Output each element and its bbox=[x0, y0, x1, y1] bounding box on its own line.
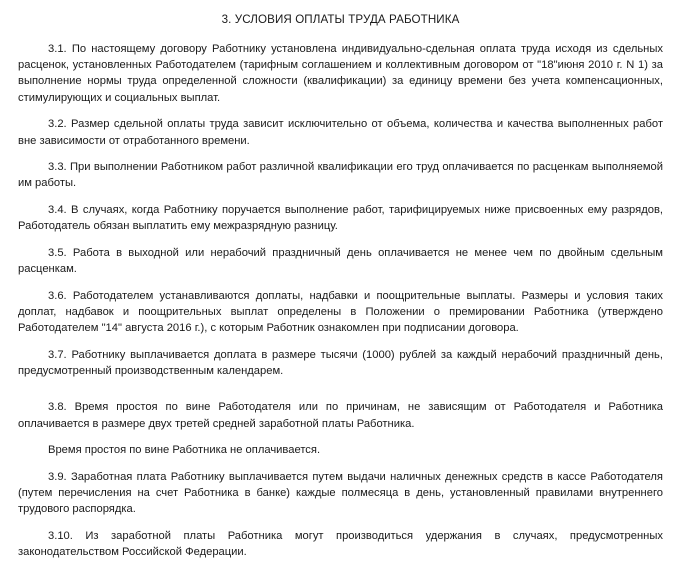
clause-3-10: 3.10. Из заработной платы Работника могут производиться удержания в случаях, предусмотренных законодательством Российской Федерации. bbox=[18, 530, 663, 559]
clause-3-8: 3.8. Время простоя по вине Работодателя или по причинам, не зависящим от Работодателя и Работника оплачивается в размере двух третей средней заработной платы Работника. bbox=[18, 401, 663, 430]
section-title: 3. УСЛОВИЯ ОПЛАТЫ ТРУДА РАБОТНИКА bbox=[221, 13, 460, 26]
clause-3-8-note: Время простоя по вине Работника не оплачивается. bbox=[48, 444, 321, 457]
clause-3-3: 3.3. При выполнении Работником работ различной квалификации его труд оплачивается по расценкам выполняемой им работы. bbox=[18, 161, 663, 190]
clause-3-9: 3.9. Заработная плата Работнику выплачивается путем выдачи наличных денежных средств в кассе Работодателя (путем перечисления на счет Работника в банке) каждые полмесяца в день, установленный правилами внутреннего трудового распорядка. bbox=[18, 471, 663, 516]
clause-3-1: 3.1. По настоящему договору Работнику установлена индивидуально-сдельная оплата труда исходя из сдельных расценок, установленных Работодателем (тарифным соглашением и коллективным договором от "18"июня 2010 г. N 1) за выполнение нормы труда определенной сложности (квалификации) за единицу времени без учета компенсационных, стимулирующих и социальных выплат. bbox=[18, 43, 663, 104]
clause-3-6: 3.6. Работодателем устанавливаются доплаты, надбавки и поощрительные выплаты. Размеры и условия таких доплат, надбавок и поощрительных выплат определены в Положении о премировании Работника (утверждено Работодателем "14" августа 2016 г.), с которым Работник ознакомлен при подписании договора. bbox=[18, 289, 663, 335]
document-page bbox=[18, 12, 663, 571]
clause-3-2: 3.2. Размер сдельной оплаты труда зависит исключительно от объема, количества и качества выполненных работ вне зависимости от отработанного времени. bbox=[18, 118, 663, 147]
clause-3-5: 3.5. Работа в выходной или нерабочий праздничный день оплачивается не менее чем по двойным сдельным расценкам. bbox=[18, 247, 663, 276]
clause-3-7: 3.7. Работнику выплачивается доплата в размере тысячи (1000) рублей за каждый нерабочий праздничный день, предусмотренный производственным календарем. bbox=[18, 349, 663, 378]
clause-3-4: 3.4. В случаях, когда Работнику поручается выполнение работ, тарифицируемых ниже присвоенных ему разрядов, Работодатель обязан выплатить ему межразрядную разницу. bbox=[18, 204, 663, 233]
